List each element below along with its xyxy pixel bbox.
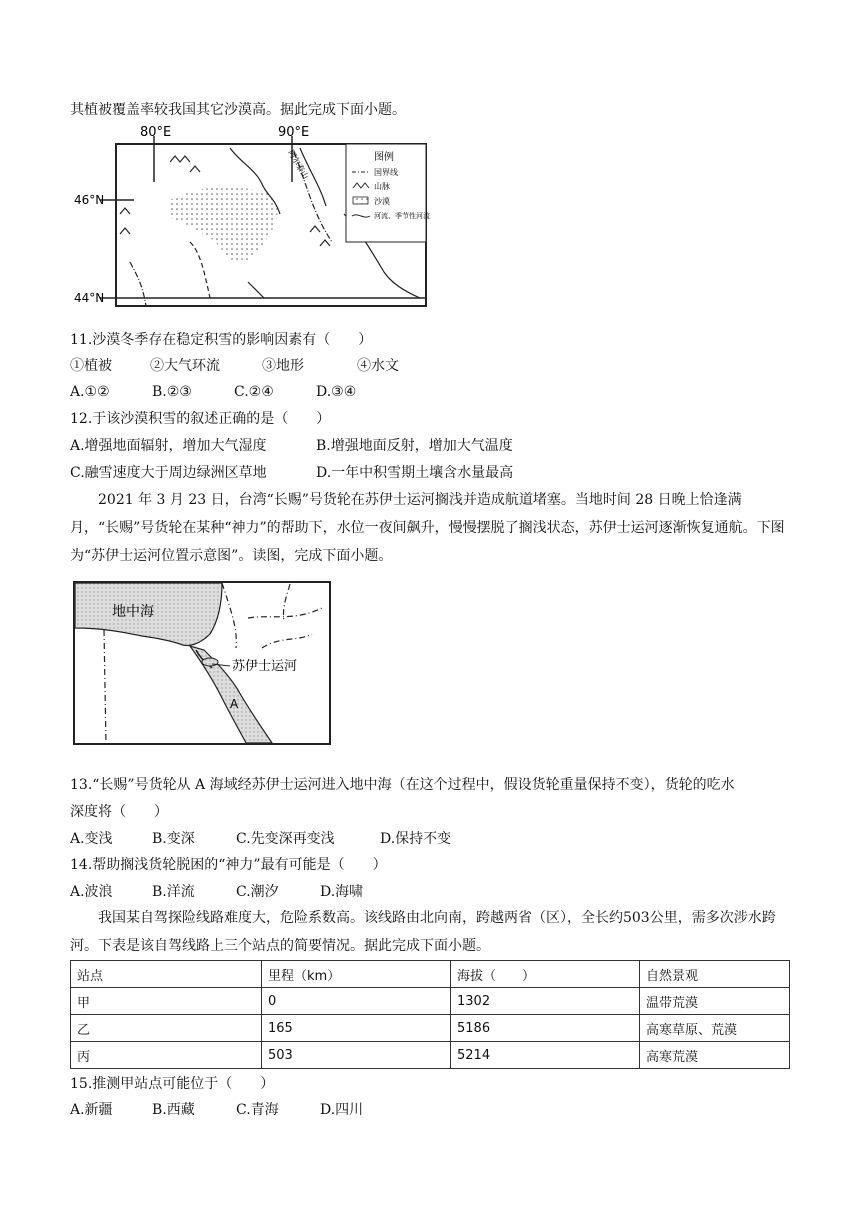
table-cell: 5186 [451, 1015, 640, 1042]
q15-option-a[interactable]: A.新疆 [70, 1102, 113, 1118]
lon-label-90: 90°E [278, 125, 310, 140]
table-header-row [71, 961, 790, 988]
q12-options-row1 [70, 437, 513, 455]
table-cell: 1302 [451, 988, 640, 1015]
route-intro: 我国某自驾探险线路难度大，危险系数高。该线路由北向南，跨越两省（区），全长约503公里，需多次涉水跨河。下表是该自驾线路上三个站点的简要情况。据此完成下面小题。 [70, 910, 776, 954]
q13-stem-line2: 深度将（ ） [70, 804, 168, 820]
q13-stem-line1: 13.“长赐”号货轮从 A 海域经苏伊士运河进入地中海（在这个过程中，假设货轮重量保持不变），货轮的吃水 [70, 777, 735, 793]
legend-item-river: 河流、季节性河流 [374, 212, 430, 220]
table-cell: 0 [262, 988, 451, 1015]
q11-option-a[interactable]: A.①② [70, 384, 110, 400]
q11-option-d[interactable]: D.③④ [316, 384, 357, 400]
legend-title: 图例 [374, 152, 394, 163]
table-cell: 甲 [71, 988, 262, 1015]
table-cell: 乙 [71, 1015, 262, 1042]
table-cell: 高寒草原、荒漠 [640, 1015, 790, 1042]
point-a-label: A [230, 697, 239, 711]
table-row [71, 1042, 790, 1069]
canal-label: 苏伊士运河 [232, 659, 298, 674]
q13-option-d[interactable]: D.保持不变 [380, 831, 452, 847]
q11-item: ④水文 [357, 358, 399, 374]
lat-label-44: 44°N [74, 291, 105, 305]
legend-item-mountain: 山脉 [374, 182, 390, 191]
q12-option-b[interactable]: B.增强地面反射，增加大气温度 [316, 438, 513, 454]
q15-option-c[interactable]: C.青海 [236, 1102, 279, 1118]
q14-stem: 14.帮助搁浅货轮脱困的“神力”最有可能是（ ） [70, 857, 387, 873]
lon-label-80: 80°E [140, 125, 172, 140]
q13-option-a[interactable]: A.变浅 [70, 831, 113, 847]
table-header: 海拔（ ） [451, 961, 640, 988]
table-cell: 高寒荒漠 [640, 1042, 790, 1069]
table-cell: 5214 [451, 1042, 640, 1069]
q12-option-d[interactable]: D.一年中积雪期土壤含水量最高 [316, 465, 514, 481]
table-cell: 丙 [71, 1042, 262, 1069]
table-cell: 165 [262, 1015, 451, 1042]
q11-stem: 11.沙漠冬季存在稳定积雪的影响因素有（ ） [70, 332, 373, 348]
q13-option-c[interactable]: C.先变深再变浅 [236, 831, 335, 847]
q11-item: ①植被 [70, 358, 112, 374]
suez-map [72, 578, 332, 748]
q14-option-b[interactable]: B.洋流 [152, 884, 195, 900]
q11-options [70, 383, 356, 401]
table-cell: 温带荒漠 [640, 988, 790, 1015]
sea-label: 地中海 [112, 604, 154, 620]
route-table [70, 960, 790, 1069]
table-row [71, 1015, 790, 1042]
lat-label-46: 46°N [74, 193, 105, 207]
q11-items [70, 357, 399, 375]
q11-option-c[interactable]: C.②④ [234, 384, 274, 400]
table-cell: 503 [262, 1042, 451, 1069]
q12-option-a[interactable]: A.增强地面辐射，增加大气湿度 [70, 438, 267, 454]
q14-option-d[interactable]: D.海啸 [320, 884, 364, 900]
intro-text: 其植被覆盖率较我国其它沙漠高。据此完成下面小题。 [70, 102, 406, 118]
table-row [71, 988, 790, 1015]
q15-stem: 15.推测甲站点可能位于（ ） [70, 1076, 275, 1092]
q15-options [70, 1101, 363, 1119]
table-header: 自然景观 [640, 961, 790, 988]
map-legend [346, 144, 430, 242]
desert-map [70, 122, 430, 312]
q11-item: ③地形 [262, 358, 304, 374]
table-header: 里程（km） [262, 961, 451, 988]
q13-options [70, 830, 451, 848]
q12-options-row2 [70, 464, 513, 482]
q12-option-c[interactable]: C.融雪速度大于周边绿洲区草地 [70, 465, 267, 481]
q14-options [70, 883, 363, 901]
mountain-label: 阿尔泰山 [286, 148, 311, 181]
q11-option-b[interactable]: B.②③ [152, 384, 192, 400]
q14-option-c[interactable]: C.潮汐 [236, 884, 279, 900]
q14-option-a[interactable]: A.波浪 [70, 884, 113, 900]
legend-item-desert: 沙漠 [374, 197, 390, 206]
table-header: 站点 [71, 961, 262, 988]
q12-stem: 12.于该沙漠积雪的叙述正确的是（ ） [70, 411, 331, 427]
q13-option-b[interactable]: B.变深 [152, 831, 195, 847]
legend-item-border: 国界线 [374, 168, 398, 177]
q15-option-b[interactable]: B.西藏 [152, 1102, 195, 1118]
q11-item: ②大气环流 [150, 358, 220, 374]
q15-option-d[interactable]: D.四川 [320, 1102, 364, 1118]
suez-intro: 2021 年 3 月 23 日，台湾“长赐”号货轮在苏伊士运河搁浅并造成航道堵塞。当地时间 28 日晚上恰逢满月，“长赐”号货轮在某种“神力”的帮助下，水位一夜间飙升，慢慢摆脱了搁浅状态，苏伊士运河逐渐恢复通航。下图为“苏伊士运河位置示意图”。读图，完成下面小题。 [70, 492, 785, 564]
